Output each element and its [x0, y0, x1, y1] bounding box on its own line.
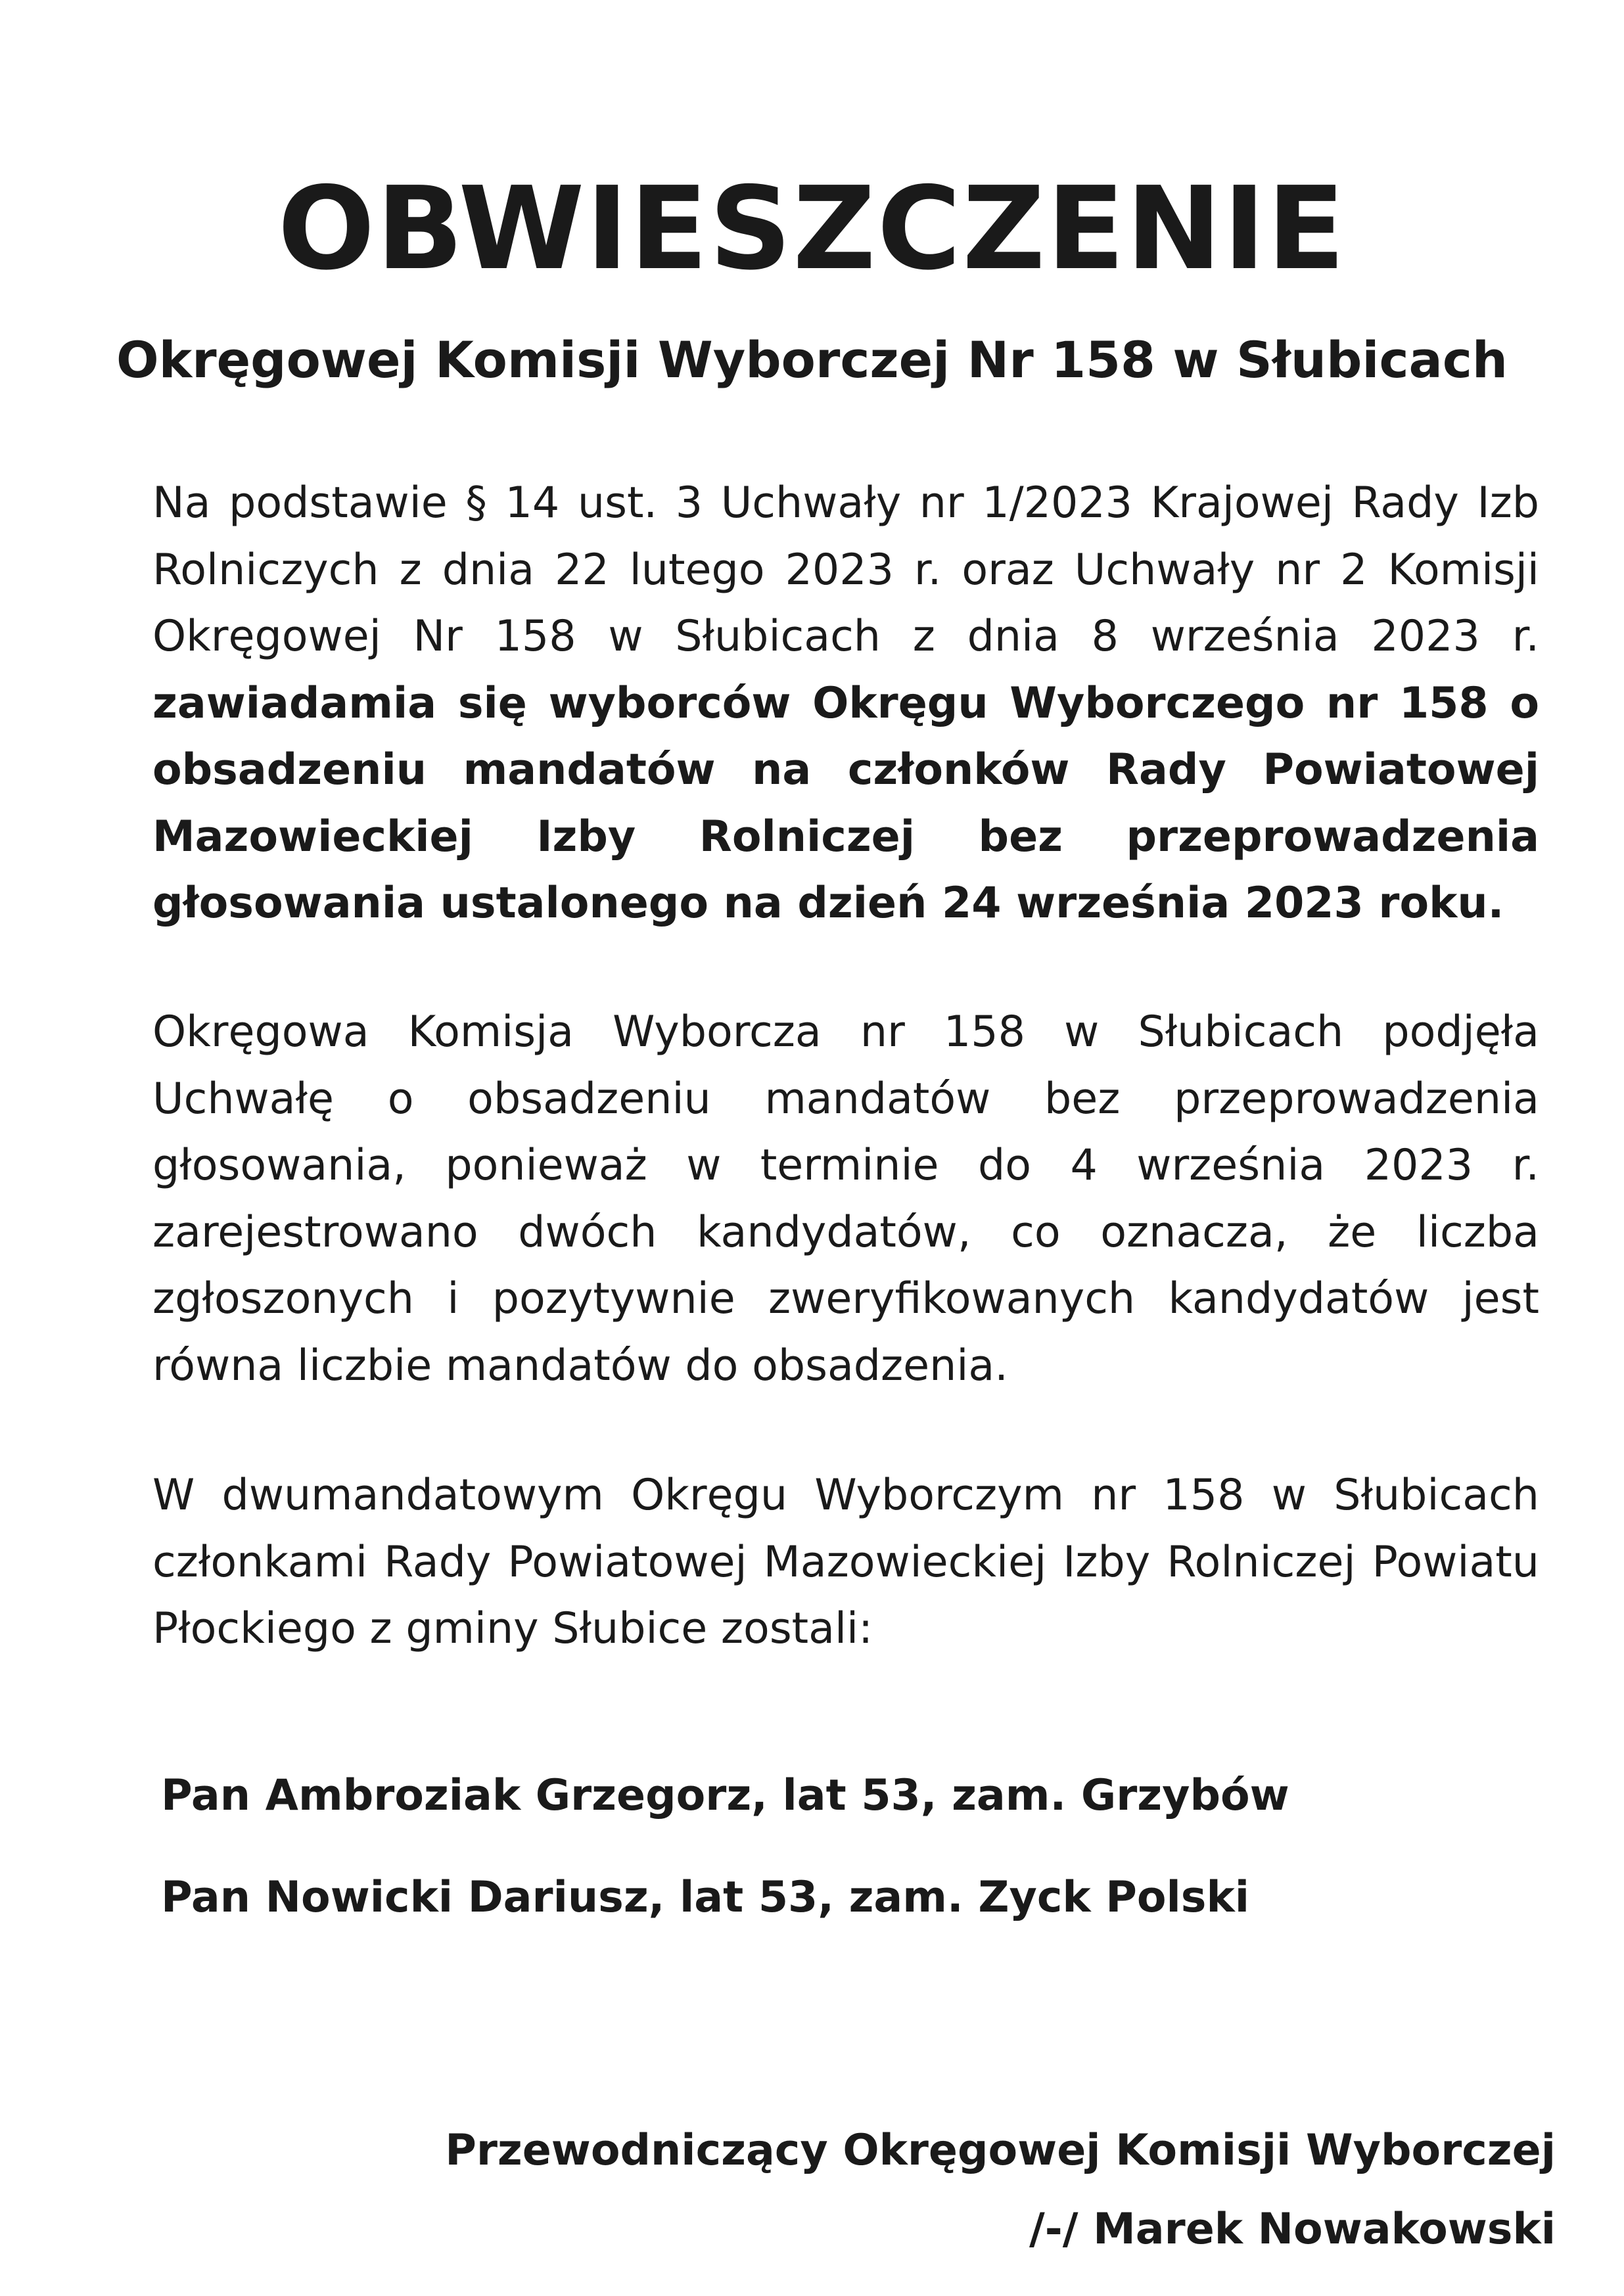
document-title: OBWIESZCZENIE	[277, 162, 1347, 296]
signature-name: /-/ Marek Nowakowski	[1029, 2205, 1556, 2254]
member-item: Pan Ambroziak Grzegorz, lat 53, zam. Grzybów	[161, 1771, 1289, 1820]
signature-position: Przewodniczący Okręgowej Komisji Wyborczej	[445, 2126, 1556, 2175]
paragraph-resolution: Okręgowa Komisja Wyborcza nr 158 w Słubicach podjęła Uchwałę o obsadzeniu mandatów bez przeprowadzenia głosowania, ponieważ w terminie do 4 września 2023 r. zarejestrowano dwóch kandydatów, co oznacza, że liczba zgłoszonych i pozytywnie zweryfikowanych kandydatów jest równa liczbie mandatów do obsadzenia.	[152, 1007, 1539, 1390]
paragraph-members-intro: W dwumandatowym Okręgu Wyborczym nr 158 w Słubicach członkami Rady Powiatowej Mazowieckiej Izby Rolniczej Powiatu Płockiego z gminy Słubice zostali:	[152, 1471, 1539, 1653]
paragraph-announcement	[152, 470, 1539, 937]
paragraph-announcement-legal-basis: Na podstawie § 14 ust. 3 Uchwały nr 1/2023 Krajowej Rady Izb Rolniczych z dnia 22 lutego 2023 r. oraz Uchwały nr 2 Komisji Okręgowej Nr 158 w Słubicach z dnia 8 września 2023 r.	[152, 478, 1539, 661]
member-item: Pan Nowicki Dariusz, lat 53, zam. Zyck Polski	[161, 1873, 1250, 1922]
document-subtitle: Okręgowej Komisji Wyborczej Nr 158 w Słubicach	[116, 331, 1508, 389]
paragraph-announcement-notice: zawiadamia się wyborców Okręgu Wyborczego nr 158 o obsadzeniu mandatów na członków Rady Powiatowej Mazowieckiej Izby Rolniczej bez przeprowadzenia głosowania ustalonego na dzień 24 września 2023 roku.	[152, 678, 1539, 928]
